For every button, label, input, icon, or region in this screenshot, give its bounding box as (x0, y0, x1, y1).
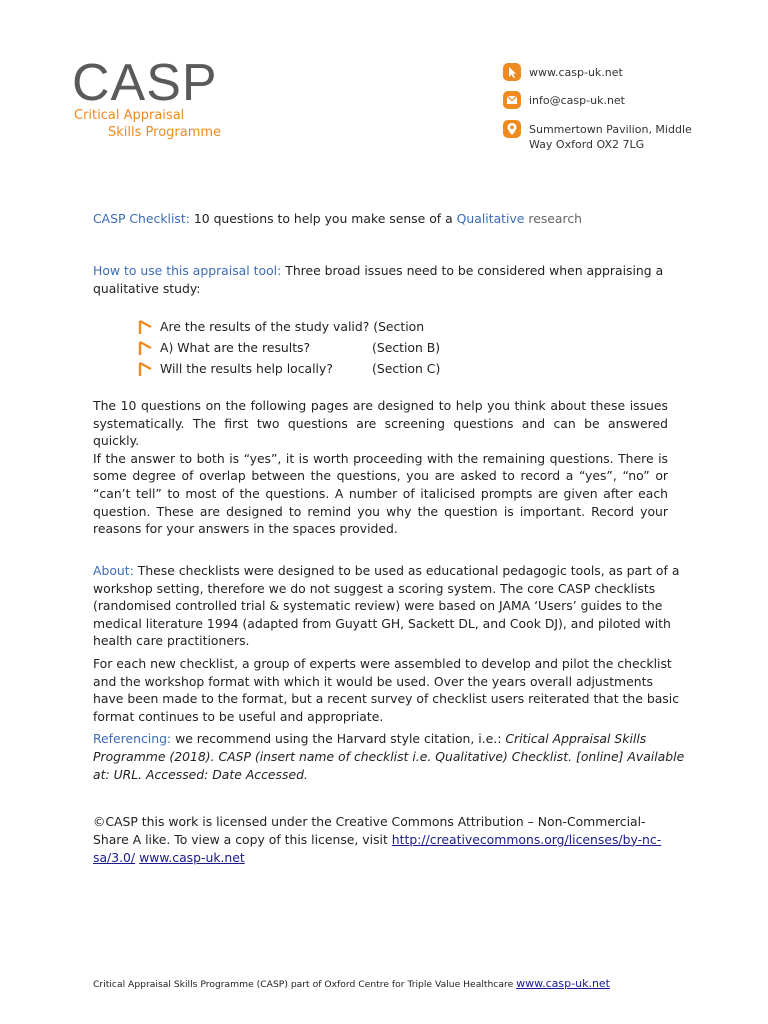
orange-arrow-bullet-icon (138, 319, 154, 335)
contact-email[interactable]: info@casp-uk.net (529, 94, 625, 107)
section-list (138, 316, 468, 379)
logo-tagline-line2: Skills Programme (108, 125, 222, 140)
orange-arrow-bullet-icon (138, 340, 154, 356)
page-footer (93, 977, 610, 991)
list-item (138, 337, 468, 358)
checklist-title (93, 210, 683, 228)
about-block (93, 562, 685, 783)
referencing-text: we recommend using the Harvard style citation, i.e.: (175, 731, 502, 747)
how-to-use-label: How to use this appraisal tool: (93, 263, 282, 278)
email-icon (502, 90, 522, 110)
about-paragraph (93, 562, 685, 650)
referencing-citation: Critical Appraisal Skills Programme (2018). CASP (insert name of checklist i.e. Qualitative) Checklist. [online] Available at: URL. Accessed: Date Accessed. (93, 731, 685, 782)
intro-block (93, 397, 668, 538)
about-text: These checklists were designed to be used as educational pedagogic tools, as part of a workshop setting, therefore we do not suggest a scoring system. The core CASP checklists (randomised controlled trial & systematic review) were based on JAMA ‘Users’ guides to the medical literature 1994 (adapted from Guyatt GH, Sackett DL, and Cook DJ), and piloted with health care practitioners. (93, 563, 680, 649)
section-b-label: (Section B) (372, 339, 441, 355)
section-c-question: Will the results help locally? (160, 360, 333, 376)
section-b-question: A) What are the results? (160, 339, 311, 355)
orange-arrow-bullet-icon (138, 361, 154, 377)
logo-tagline-line1: Critical Appraisal (74, 108, 185, 123)
footer-org: Oxford Centre for Triple Value Healthcare (324, 979, 514, 990)
intro-paragraph-2: If the answer to both is “yes”, it is worth proceeding with the remaining questions. There is some degree of overlap between the questions, you are asked to record a “yes”, “no” or “can’t tell” to most of the questions. A number of italicised prompts are given after each question. These are designed to remind you why the question is important. Record your reasons for your answers in the spaces provided. (93, 450, 668, 537)
creative-commons-link[interactable]: http://creativecommons.org/licenses/by-nc- sa/3.0/ (93, 831, 662, 865)
contact-address-line1: Summertown Pavilion, Middle (529, 123, 692, 136)
section-a-question: Are the results of the study valid? (Section (160, 318, 425, 334)
checklist-title-text: 10 questions to help you make sense of a (193, 211, 453, 226)
section-c-label: (Section C) (372, 360, 441, 376)
casp-website-link[interactable]: www.casp-uk.net (139, 849, 245, 865)
website-cursor-icon (502, 62, 522, 82)
checklist-title-qualitative: Qualitative (456, 211, 525, 226)
license-text: ©CASP this work is licensed under the Creative Commons Attribution – Non-Commercial-Share A like. To view a copy of this license, visit (93, 814, 646, 847)
list-item (138, 358, 468, 379)
logo-brand: CASP (72, 56, 218, 106)
contact-website[interactable]: www.casp-uk.net (529, 66, 623, 79)
casp-logo (72, 56, 222, 106)
footer-website-link[interactable]: www.casp-uk.net (516, 977, 610, 990)
contact-address-line2: Way Oxford OX2 7LG (529, 138, 645, 151)
license-paragraph (93, 813, 668, 866)
list-item (138, 316, 468, 337)
how-to-use-text: Three broad issues need to be considered when appraising a qualitative study: (93, 263, 664, 296)
location-pin-icon (502, 119, 522, 139)
how-to-use-paragraph (93, 262, 683, 297)
footer-text: Critical Appraisal Skills Programme (CASP) part of (93, 979, 322, 990)
intro-paragraph-1: The 10 questions on the following pages are designed to help you think about these issues systematically. The first two questions are screening questions and can be answered quickly. (93, 398, 668, 449)
checklist-title-label: CASP Checklist: (93, 211, 190, 226)
new-checklist-paragraph: For each new checklist, a group of experts were assembled to develop and pilot the checklist and the workshop format with which it would be used. Over the years overall adjustments have been made to the format, but a recent survey of checklist users reiterated that the basic format continues to be useful and appropriate. (93, 655, 680, 724)
referencing-label: Referencing: (93, 731, 172, 747)
about-label: About: (93, 563, 134, 578)
checklist-title-research: research (528, 211, 582, 226)
referencing-paragraph (93, 730, 685, 783)
